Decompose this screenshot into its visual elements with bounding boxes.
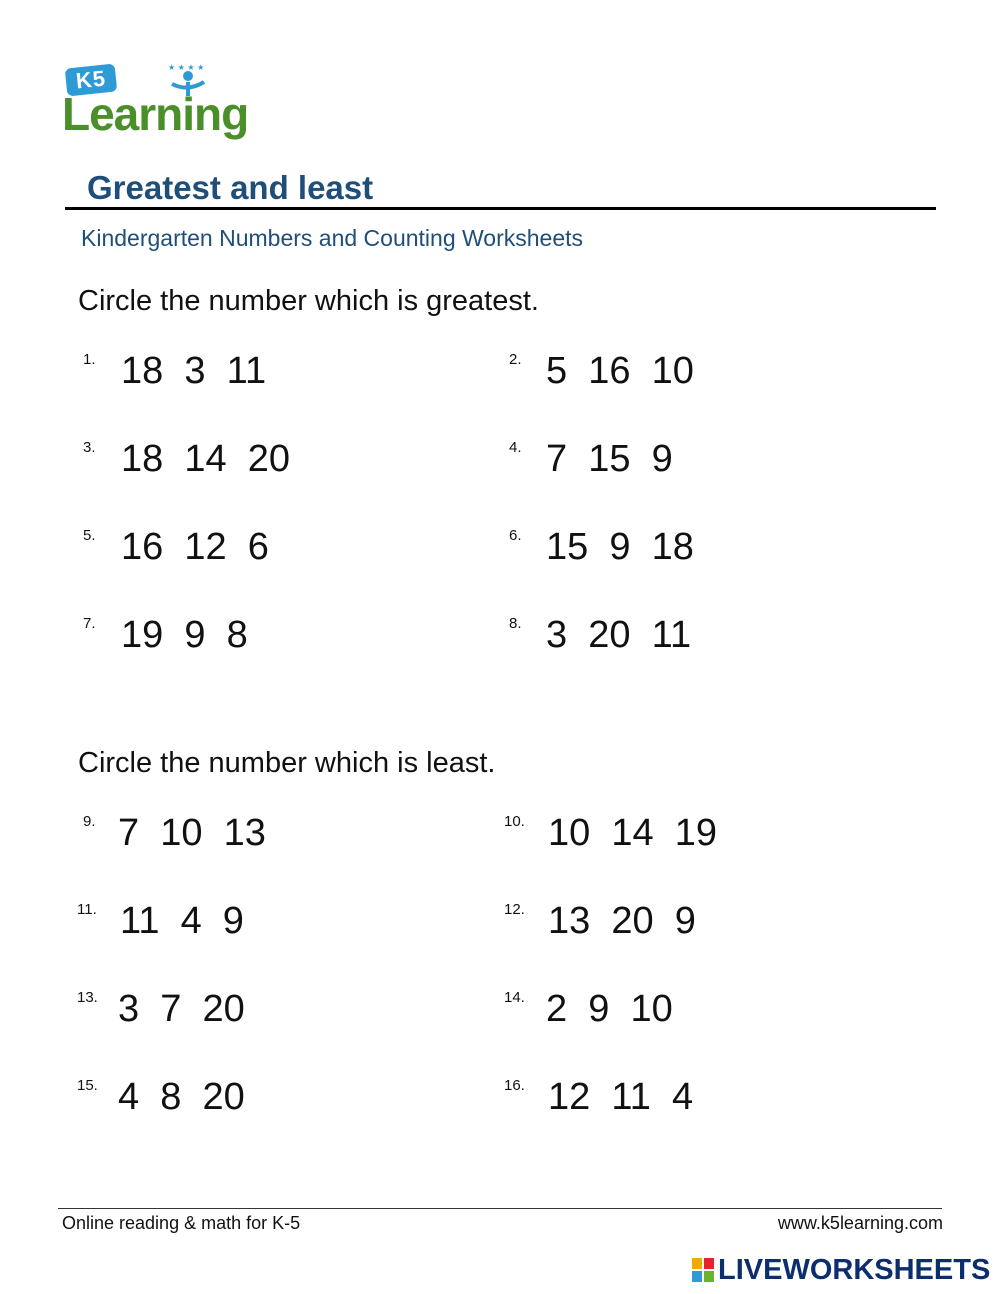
problem-label: 3. xyxy=(83,439,96,456)
problem-numbers: 13 20 9 xyxy=(548,900,696,942)
instruction-greatest: Circle the number which is greatest. xyxy=(78,285,539,317)
problem-numbers: 11 4 9 xyxy=(120,900,244,942)
logo-badge: K5 xyxy=(65,63,118,96)
k5-learning-logo xyxy=(62,62,247,144)
liveworksheets-blocks-icon xyxy=(692,1258,714,1282)
problem-numbers: 2 9 10 xyxy=(546,988,673,1030)
problem-label: 4. xyxy=(509,439,522,456)
problem-numbers: 15 9 18 xyxy=(546,526,694,568)
worksheet-title: Greatest and least xyxy=(87,169,374,206)
problem-label: 12. xyxy=(504,901,525,918)
problem-numbers: 3 7 20 xyxy=(118,988,245,1030)
instruction-least: Circle the number which is least. xyxy=(78,747,496,779)
problem-numbers: 7 15 9 xyxy=(546,438,673,480)
problem-label: 10. xyxy=(504,813,525,830)
problem-numbers: 5 16 10 xyxy=(546,350,694,392)
worksheet-subtitle: Kindergarten Numbers and Counting Worksheets xyxy=(81,225,584,251)
problem-numbers: 3 20 11 xyxy=(546,614,692,656)
problem-numbers: 7 10 13 xyxy=(118,812,266,854)
problem-label: 9. xyxy=(83,813,96,830)
title-divider xyxy=(65,207,936,210)
problem-numbers: 18 3 11 xyxy=(121,350,267,392)
problem-label: 6. xyxy=(509,527,522,544)
footer-website-link[interactable]: www.k5learning.com xyxy=(777,1213,943,1233)
footer-divider xyxy=(58,1208,942,1209)
problem-numbers: 18 14 20 xyxy=(121,438,291,480)
problem-numbers: 4 8 20 xyxy=(118,1076,245,1118)
problem-numbers: 12 11 4 xyxy=(548,1076,694,1118)
problem-numbers: 16 12 6 xyxy=(121,526,269,568)
footer-tagline: Online reading & math for K-5 xyxy=(62,1213,301,1233)
problem-numbers: 10 14 19 xyxy=(548,812,718,854)
problem-label: 16. xyxy=(504,1077,525,1094)
problem-label: 15. xyxy=(77,1077,98,1094)
problem-label: 1. xyxy=(83,351,96,368)
problem-label: 5. xyxy=(83,527,96,544)
problem-label: 8. xyxy=(509,615,522,632)
svg-text:★ ★ ★ ★: ★ ★ ★ ★ xyxy=(168,63,205,72)
liveworksheets-text: LIVEWORKSHEETS xyxy=(718,1254,991,1286)
problem-numbers: 19 9 8 xyxy=(121,614,248,656)
problem-label: 2. xyxy=(509,351,522,368)
logo-wordmark: Learning xyxy=(62,88,249,140)
problem-label: 11. xyxy=(77,901,97,918)
problem-label: 7. xyxy=(83,615,96,632)
problem-label: 13. xyxy=(77,989,98,1006)
problem-label: 14. xyxy=(504,989,525,1006)
